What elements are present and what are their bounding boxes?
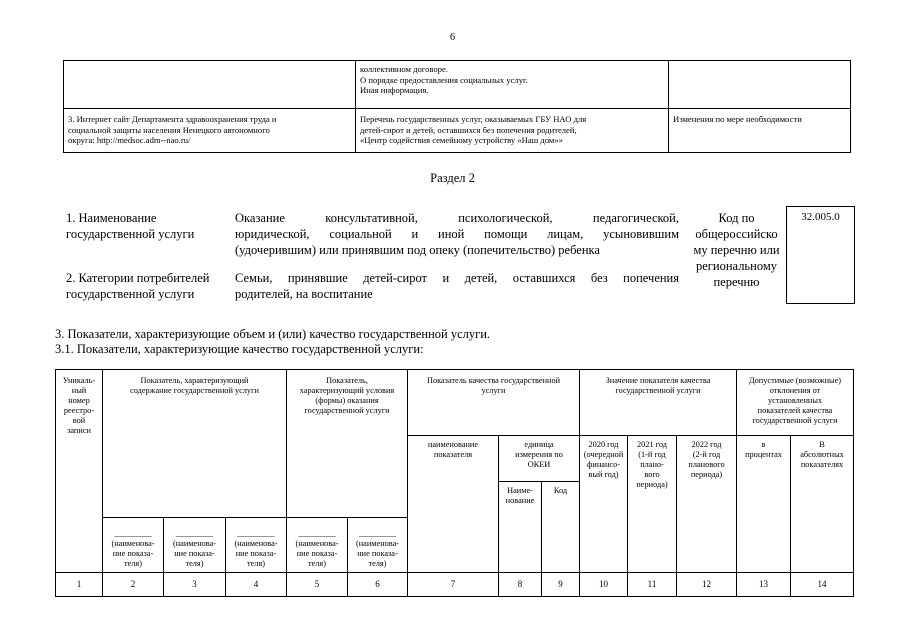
section-title: Раздел 2 — [430, 171, 475, 185]
consumer-category-line-2: родителей, на воспитание — [235, 287, 373, 301]
page-number: 6 — [450, 32, 455, 43]
header-allowed-deviation: Допустимые (возможные) отклонения от установленных показателей качества государственной услуги — [737, 370, 854, 436]
table-cell: 3. Интернет сайт Департамента здравоохранения труда и социальной защиты населения Ненецкого автономного округа: http://medsoc.adm--nao.ru/ — [64, 109, 356, 153]
column-number: 11 — [628, 573, 677, 597]
column-number: 3 — [164, 573, 226, 597]
quality-indicators-table — [55, 369, 854, 597]
registry-code-box: 32.005.0 — [786, 206, 855, 304]
column-number: 9 — [542, 573, 580, 597]
column-number: 7 — [408, 573, 499, 597]
header-sub-name-2: _________ (наименова- ние показа- теля) — [103, 518, 164, 573]
column-number: 8 — [499, 573, 542, 597]
column-number: 14 — [791, 573, 854, 597]
header-unit-code: Код — [542, 482, 580, 573]
header-content-indicator: Показатель, характеризующий содержание государственной услуги — [103, 370, 287, 518]
table-cell: Перечень государственных услуг, оказываемых ГБУ НАО для детей-сирот и детей, оставшихся без попечения родителей, «Центр содействия семейному устройству «Наш дом»» — [356, 109, 669, 153]
consumer-category-label: 2. Категории потребителей государственной услуги — [66, 271, 210, 301]
table-row — [64, 61, 851, 109]
header-indicator-name: наименование показателя — [408, 436, 499, 573]
publication-table — [63, 60, 851, 153]
header-year-2020: 2020 год (очередной финансо- вый год) — [580, 436, 628, 573]
service-name-line-3: (удочерившим) или принявшим под опеку (попечительство) ребенка — [235, 243, 600, 257]
column-number: 2 — [103, 573, 164, 597]
header-year-2021: 2021 год (1-й год плано- вого периода) — [628, 436, 677, 573]
table-cell — [64, 61, 356, 109]
table-cell: Изменения по мере необходимости — [669, 109, 851, 153]
header-year-2022: 2022 год (2-й год планового периода) — [677, 436, 737, 573]
column-number: 10 — [580, 573, 628, 597]
header-unique-number: Уникаль- ный номер реестро- вой записи — [56, 370, 103, 573]
column-number: 4 — [226, 573, 287, 597]
header-indicator-value: Значение показателя качества государственной услуги — [580, 370, 737, 436]
header-condition-indicator: Показатель, характеризующий условия (формы) оказания государственной услуги — [287, 370, 408, 518]
column-number: 5 — [287, 573, 348, 597]
header-sub-name-4: _________ (наименова- ние показа- теля) — [226, 518, 287, 573]
table-cell: коллективном договоре. О порядке предоставления социальных услуг. Иная информация. — [356, 61, 669, 109]
column-number-row — [56, 573, 854, 597]
header-unit-name: Наиме- нование — [499, 482, 542, 573]
column-number: 6 — [348, 573, 408, 597]
header-sub-name-3: _________ (наименова- ние показа- теля) — [164, 518, 226, 573]
service-name-label: 1. Наименование государственной услуги — [66, 211, 195, 241]
quality-indicators-heading: 3.1. Показатели, характеризующие качество государственной услуги: — [55, 342, 424, 356]
header-absolute-values: В абсолютных показателях — [791, 436, 854, 573]
table-row — [64, 109, 851, 153]
indicators-heading: 3. Показатели, характеризующие объем и (или) качество государственной услуги. — [55, 327, 491, 341]
header-in-percent: в процентах — [737, 436, 791, 573]
table-cell — [669, 61, 851, 109]
header-sub-name-5: _________ (наименова- ние показа- теля) — [287, 518, 348, 573]
header-quality-indicator: Показатель качества государственной услуги — [408, 370, 580, 436]
header-unit-okei: единица измерения по ОКЕИ — [499, 436, 580, 482]
table-header-row — [56, 370, 854, 436]
service-name-line-2: юридической, социальной и иной помощи лицам, усыновившим — [235, 227, 679, 241]
column-number: 1 — [56, 573, 103, 597]
column-number: 12 — [677, 573, 737, 597]
okei-code-label: Код по общероссийско му перечню или региональному перечню — [693, 211, 780, 289]
header-sub-name-6: _________ (наименова- ние показа- теля) — [348, 518, 408, 573]
consumer-category-line-1: Семьи, принявшие детей-сирот и детей, оставшихся без попечения — [235, 271, 679, 285]
service-name-line-1: Оказание консультативной, психологической, педагогической, — [235, 211, 679, 225]
column-number: 13 — [737, 573, 791, 597]
